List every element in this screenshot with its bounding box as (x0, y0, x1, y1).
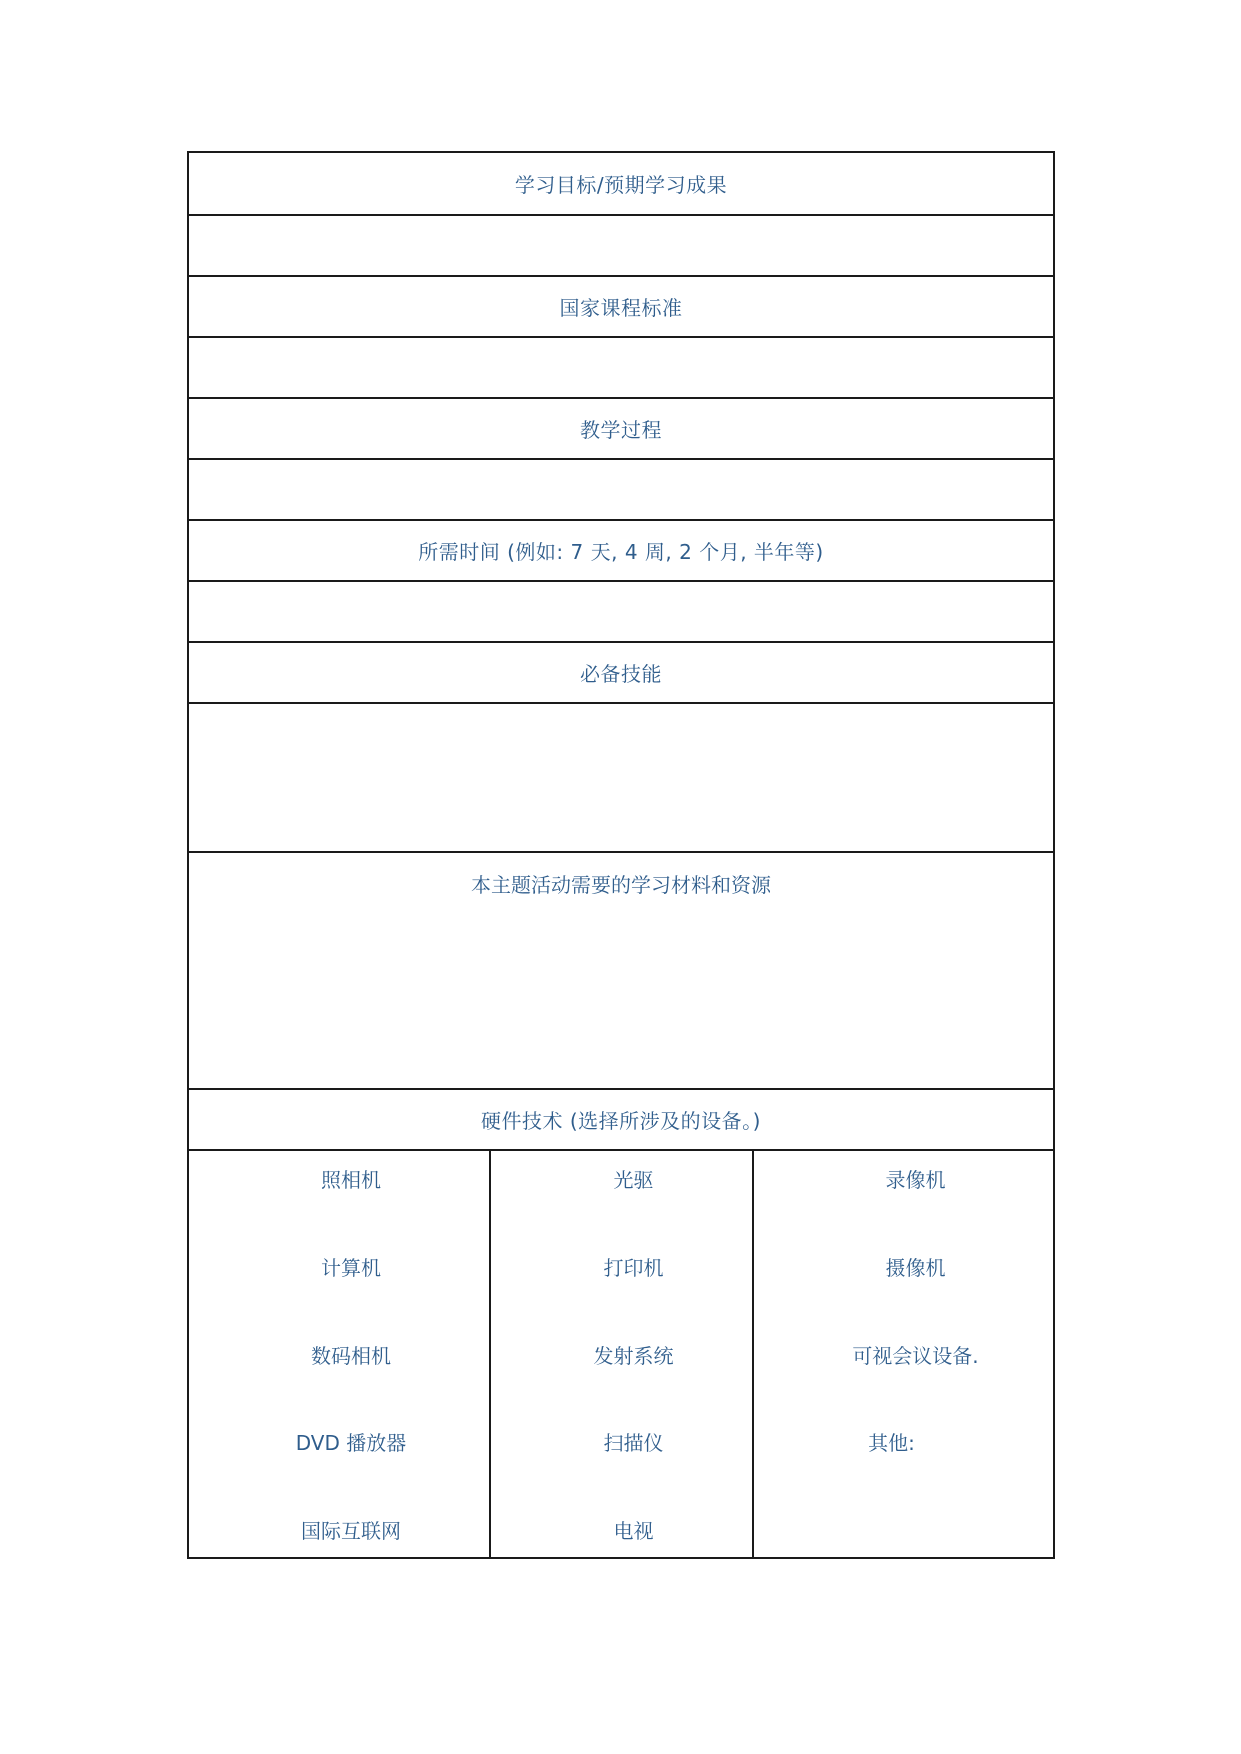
hardware-option-videoconference[interactable]: 可视会议设备. (852, 1344, 979, 1368)
hardware-option-computer[interactable]: 计算机 (321, 1256, 381, 1280)
learning-goals-field[interactable] (189, 214, 1053, 275)
national-standards-field[interactable] (189, 336, 1053, 397)
learning-goals-heading: 学习目标/预期学习成果 (514, 173, 728, 197)
hardware-option-internet[interactable]: 国际互联网 (301, 1519, 401, 1543)
time-required-field[interactable] (189, 580, 1053, 641)
hardware-column-3 (754, 1151, 1053, 1557)
hardware-option-optical-drive[interactable]: 光驱 (613, 1168, 654, 1192)
hardware-option-dvd-player[interactable]: DVD 播放器 (295, 1431, 407, 1455)
hardware-option-video-camera[interactable]: 摄像机 (885, 1256, 946, 1280)
hardware-option-television[interactable]: 电视 (613, 1519, 654, 1543)
hardware-option-video-recorder[interactable]: 录像机 (885, 1168, 946, 1192)
teaching-process-heading: 教学过程 (189, 397, 1053, 458)
national-standards-heading: 国家课程标准 (189, 275, 1053, 336)
hardware-column-2 (491, 1151, 754, 1557)
prerequisite-skills-field[interactable] (189, 702, 1053, 851)
hardware-option-camera[interactable]: 照相机 (321, 1168, 381, 1192)
teaching-process-field[interactable] (189, 458, 1053, 519)
prerequisite-skills-heading: 必备技能 (189, 641, 1053, 702)
time-required-heading: 所需时间 (例如: 7 天, 4 周, 2 个月, 半年等) (189, 519, 1053, 580)
lesson-plan-table (187, 151, 1055, 1559)
materials-resources-heading: 本主题活动需要的学习材料和资源 (471, 873, 771, 897)
hardware-option-scanner[interactable]: 扫描仪 (603, 1431, 664, 1455)
hardware-option-printer[interactable]: 打印机 (603, 1256, 664, 1280)
hardware-column-1 (189, 1151, 491, 1557)
hardware-options-grid (189, 1149, 1053, 1557)
hardware-option-transmission-system[interactable]: 发射系统 (593, 1344, 674, 1368)
hardware-option-other[interactable]: 其他: (868, 1431, 915, 1455)
hardware-technology-heading: 硬件技术 (选择所涉及的设备。) (189, 1088, 1053, 1149)
materials-resources-section[interactable] (189, 851, 1053, 1088)
hardware-option-digital-camera[interactable]: 数码相机 (311, 1344, 391, 1368)
